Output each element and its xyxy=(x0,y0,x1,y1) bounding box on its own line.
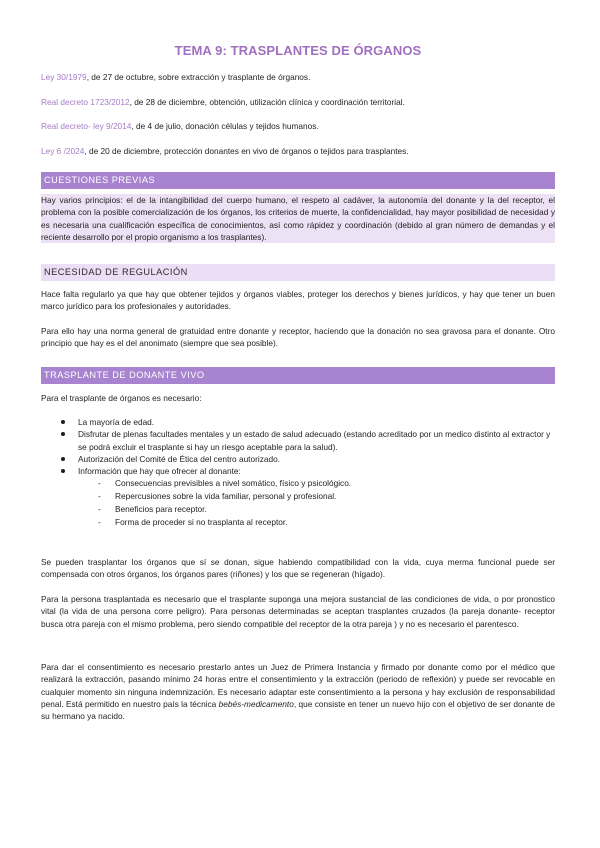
law-description: , de 4 de julio, donación células y tejidos humanos. xyxy=(131,121,319,131)
cuestiones-previas-text: Hay varios principios: el de la intangibilidad del cuerpo humano, el respeto al cadáver, la autonomía del donante y la del receptor, el problema con la posible comercialización de los órganos, los criterios de muerte, la confidencialidad, hay mayor posibilidad de necesidad y es necesaria una cualificación específica de conocimientos, así como rápidez y coordinación (debido al gran número de demandas y el reciente desarrollo por el propio organismo a los trasplantes). xyxy=(41,195,555,242)
vivo-intro: Para el trasplante de órganos es necesario: xyxy=(41,393,202,403)
law-item xyxy=(41,72,310,83)
sub-list-item: - Repercusiones sobre la vida familiar, personal y profesional. xyxy=(78,490,555,503)
law-reference: Real decreto 1723/2012 xyxy=(41,97,130,107)
section-heading-necesidad-regulacion: NECESIDAD DE REGULACIÓN xyxy=(41,264,555,281)
list-item xyxy=(41,465,555,529)
organos-paragraph: Se pueden trasplantar los órganos que sí se donan, sigue habiendo compatibilidad con la vida, cuya merma funcional puede ser compensada con otros órganos, los órganos pares (riñones) y los que se regeneran (hígado). xyxy=(41,557,555,580)
section-heading-trasplante-donante-vivo: TRASPLANTE DE DONANTE VIVO xyxy=(41,367,555,384)
law-description: , de 28 de diciembre, obtención, utilización clínica y coordinación territorial. xyxy=(129,97,405,107)
consentimiento-text: Para dar el consentimiento es necesario prestarlo antes un Juez de Primera Instancia y firmado por donante como por el médico que realizará la extracción, pasando mínimo 24 horas entre el consentimiento y la extracción (periodo de reflexión) y puede ser revocable en cualquier momento sin ninguna indemnización. Es necesario adaptar este consentimiento a la persona y hay exclusión de responsabilidad penal. Está permitido en nuestro país la técnica xyxy=(41,662,555,709)
page-title: TEMA 9: TRASPLANTES DE ÓRGANOS xyxy=(174,43,422,58)
law-reference: Real decreto- ley 9/2014 xyxy=(41,121,132,131)
emphasized-term: bebés-medicamento xyxy=(218,698,294,709)
law-item xyxy=(41,97,405,108)
law-reference: Ley 30/1979 xyxy=(41,72,87,82)
law-reference: Ley 6 /2024 xyxy=(41,146,85,156)
list-item: Disfrutar de plenas facultades mentales y un estado de salud adecuado (estando acreditado por un medico distinto al extractor y se podrá excluir el trasplante si hay un riesgo aceptable para la salud). xyxy=(41,428,555,453)
list-item-label: Información que hay que ofrecer al donante: xyxy=(78,466,241,477)
sub-list-item: - Beneficios para receptor. xyxy=(78,503,555,516)
law-item xyxy=(41,146,409,157)
sub-list-item: - Forma de proceder si no trasplanta al receptor. xyxy=(78,516,555,529)
regulacion-paragraph-1: Hace falta regularlo ya que hay que obtener tejidos y órganos viables, proteger los derechos y bienes jurídicos, y hay que tener un buen marco jurídico para los profesionales y autoridades. xyxy=(41,289,555,312)
persona-trasplantada-paragraph: Para la persona trasplantada es necesario que el trasplante suponga una mejora sustancial de las condiciones de vida, o por pronostico vital (la vida de una persona corre peligro). Para personas determinadas se aceptan trasplantes cruzados (la pareja donante- receptor busca otra pareja con el mismo problema, pero siendo compatible del receptor de la otra pareja ) y no es necesario el parentesco. xyxy=(41,594,555,629)
consentimiento-text-end: , que consiste en tener un nuevo hijo con el objetivo de ser donante de su hermano ya nacido. xyxy=(41,698,555,722)
sub-list-item: - Consecuencias previsibles a nivel somático, físico y psicológico. xyxy=(78,477,555,490)
list-item: Autorización del Comité de Ética del centro autorizado. xyxy=(41,453,555,465)
law-description: , de 27 de octubre, sobre extracción y trasplante de órganos. xyxy=(86,72,311,82)
section-heading-cuestiones-previas: CUESTIONES PREVIAS xyxy=(41,172,555,189)
regulacion-paragraph-2: Para ello hay una norma general de gratuidad entre donante y receptor, haciendo que la donación no sea gravosa para el donante. Otro principio que hay es el del anonimato (siempre que sea posible). xyxy=(41,326,555,349)
requirements-list xyxy=(41,416,555,529)
donor-information-list xyxy=(78,477,555,529)
law-description: , de 20 de diciembre, protección donantes en vivo de órganos o tejidos para trasplantes. xyxy=(84,146,409,156)
law-item xyxy=(41,121,319,132)
consentimiento-paragraph xyxy=(41,661,555,722)
list-item: La mayoría de edad. xyxy=(41,416,555,428)
